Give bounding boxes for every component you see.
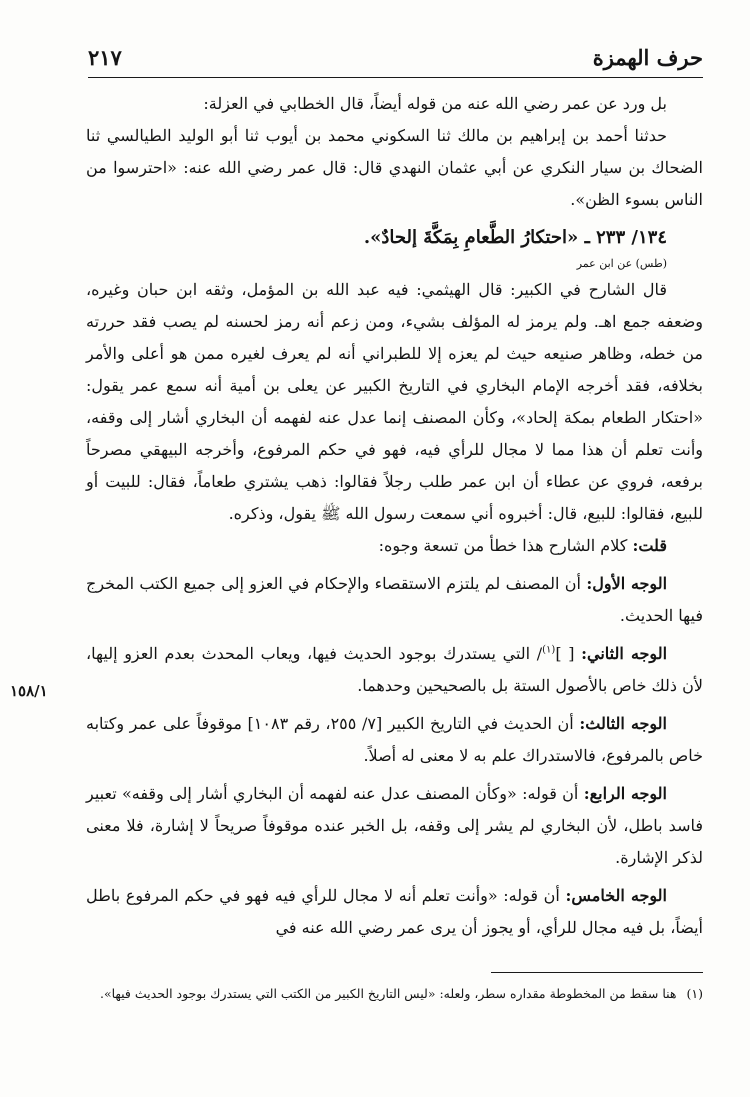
qultu-label: قلت:	[632, 536, 667, 555]
point-3-text: أن الحديث في التاريخ الكبير [٧/ ٢٥٥، رقم ١٠٨٣] موقوفاً على عمر وكتابه خاص بالمرفوع، فالاستدراك علم به لا معنى له أصلاً.	[86, 714, 703, 765]
point-5-label: الوجه الخامس:	[565, 886, 668, 905]
paragraph-commentary: قال الشارح في الكبير: قال الهيثمي: فيه عبد الله بن المؤمل، وثقه ابن حبان وغيره، وضعفه جمع اهـ. ولم يرمز له المؤلف بشيء، ومن زعم أنه رمز لحسنه لم يصب فقد حررته من خطه، وظاهر صنيعه حيث لم يعزه إلا للطبراني أنه لم يعرف لغيره ممن هو أعلى والأمر بخلافه، فقد أخرجه الإمام البخاري في التاريخ الكبير عن يعلى بن أمية أنه سمع عمر يقول: «احتكار الطعام بمكة إلحاد»، وكأن المصنف إنما عدل عنه لفهمه أن البخاري أشار إلى وقفه، وأنت تعلم أن هذا مما لا مجال للرأي فيه، فهو في حكم المرفوع، وأخرجه البيهقي مصرحاً برفعه، فروي عن عطاء أن ابن عمر طلب رجلاً فقالوا: ذهب يشتري طعاماً، فقال: للبيت أو للبيع، فقالوا: للبيع، قال: أخبروه أني سمعت رسول الله ﷺ يقول، وذكره.	[86, 280, 704, 523]
footnote-rule	[491, 972, 703, 973]
footnote-number: (١)	[686, 986, 703, 1001]
point-3	[86, 708, 703, 772]
point-2	[86, 638, 703, 702]
main-text	[86, 88, 703, 944]
point-1	[86, 568, 703, 632]
point-1-text: أن المصنف لم يلتزم الاستقصاء والإحكام في العزو إلى جميع الكتب المخرج فيها الحديث.	[86, 574, 703, 625]
point-1-label: الوجه الأول:	[586, 574, 668, 593]
qultu-text: كلام الشارح هذا خطأ من تسعة وجوه:	[378, 536, 633, 555]
paragraph-isnad: حدثنا أحمد بن إبراهيم بن مالك ثنا السكوني محمد بن أيوب ثنا أبو الوليد الطيالسي ثنا الضحاك بن سيار النكري عن أبي عثمان النهدي قال: قال عمر رضي الله عنه: «احترسوا من الناس بسوء الظن».	[86, 126, 703, 209]
point-5	[86, 880, 703, 944]
point-5-text: أن قوله: «وأنت تعلم أنه لا مجال للرأي فيه فهو في حكم المرفوع باطل أيضاً، بل فيه مجال للرأي، أو يجوز أن يرى عمر رضي الله عنه في	[86, 886, 703, 937]
point-4-text: أن قوله: «وكأن المصنف عدل عنه لفهمه أن البخاري أشار إلى وقفه» تعبير فاسد باطل، لأن البخاري لم يشر إلى وقفه، بل الخبر عنده موقوفاً صريحاً لا إشارة، فلا معنى لذكر الإشارة.	[86, 784, 703, 867]
page-header	[88, 40, 703, 74]
paragraph-intro: بل ورد عن عمر رضي الله عنه من قوله أيضاً، قال الخطابي في العزلة:	[203, 94, 667, 113]
footnote-text: هنا سقط من المخطوطة مقداره سطر، ولعله: «ليس التاريخ الكبير من الكتب التي يستدرك بوجود الحديث فيها».	[99, 986, 677, 1001]
point-2-gap: [ ]	[555, 644, 582, 663]
point-2-label: الوجه الثاني:	[581, 644, 668, 663]
point-4	[86, 778, 703, 874]
footnote-marker: (١)	[542, 644, 556, 656]
hadith-source: (طس) عن ابن عمر	[576, 257, 667, 270]
footnote	[86, 982, 703, 1006]
point-3-label: الوجه الثالث:	[579, 714, 667, 733]
header-rule	[88, 77, 703, 78]
hadith-heading: ١٣٤/ ٢٣٣ ـ «احتكارُ الطَّعامِ بِمَكَّةَ إلحادٌ».	[363, 227, 667, 248]
point-2-text: / التي يستدرك بوجود الحديث فيها، ويعاب المحدث بعدم العزو إليها، لأن ذلك خاص بالأصول الستة بل بالصحيحين وحدهما.	[86, 644, 703, 695]
page-number: ٢١٧	[88, 44, 122, 70]
chapter-title: حرف الهمزة	[592, 44, 703, 70]
point-4-label: الوجه الرابع:	[583, 784, 668, 803]
manuscript-folio-marker: ١٥٨/١	[10, 682, 48, 700]
paragraph-qultu	[86, 530, 703, 562]
